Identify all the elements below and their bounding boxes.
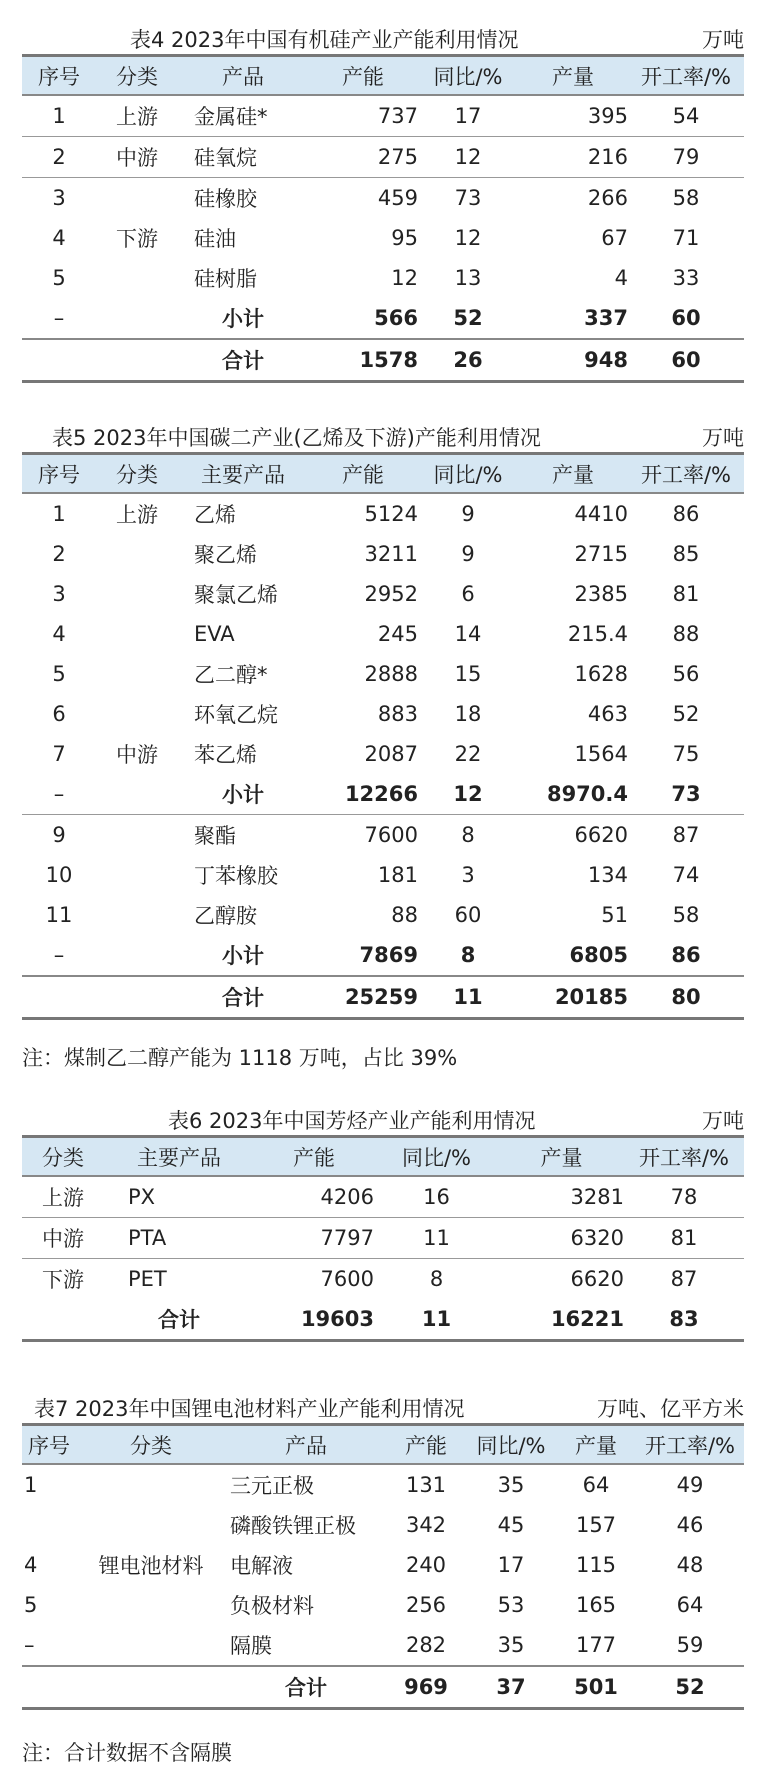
table5-header-row <box>22 454 744 494</box>
table-cell: 12 <box>391 266 418 290</box>
table-cell: 45 <box>497 1513 525 1537</box>
table-cell: 4 <box>614 266 628 290</box>
table6-header-row <box>22 1137 744 1177</box>
table-cell: – <box>53 943 65 967</box>
table-cell: 86 <box>671 943 701 967</box>
table-cell: 上游 <box>96 95 178 137</box>
table-cell: 95 <box>391 226 418 250</box>
table-cell: 11 <box>374 1218 499 1259</box>
table-cell: 52 <box>636 1666 744 1709</box>
table-cell: 83 <box>669 1307 699 1331</box>
table-cell: 11 <box>418 976 518 1019</box>
table-cell <box>96 614 178 654</box>
table-cell: 58 <box>672 186 700 210</box>
table-cell: 1 <box>52 502 66 526</box>
table-cell: 8 <box>461 823 475 847</box>
table-cell: 4 <box>24 1553 38 1577</box>
table-cell: 256 <box>405 1593 447 1617</box>
table7-unit: 万吨、亿平方米 <box>597 1397 744 1421</box>
table-cell: 52 <box>453 306 483 330</box>
table-cell: 4 <box>52 622 66 646</box>
table-cell <box>76 1464 226 1505</box>
table-cell: 737 <box>308 95 418 137</box>
table-cell: 合计 <box>178 339 308 382</box>
table-cell: 环氧乙烷 <box>194 703 278 727</box>
table-row <box>22 1625 744 1666</box>
table-cell: 58 <box>672 903 700 927</box>
table-row <box>22 734 744 774</box>
header-cell: 同比/% <box>476 1433 546 1458</box>
table-cell: 22 <box>454 742 482 766</box>
table-cell: 215.4 <box>567 622 628 646</box>
table-cell: 88 <box>672 622 700 646</box>
table-row <box>22 815 744 856</box>
table-cell: 8 <box>460 943 476 967</box>
table-cell: 三元正极 <box>230 1474 314 1498</box>
table-cell: 3281 <box>499 1176 624 1218</box>
table-cell: 2715 <box>574 542 628 566</box>
table-cell <box>96 574 178 614</box>
table-row <box>22 95 744 137</box>
table-cell: 12 <box>418 774 518 815</box>
table-cell <box>96 298 178 339</box>
table-cell: 乙二醇* <box>194 663 268 687</box>
table-cell: 16 <box>374 1176 499 1218</box>
table-cell <box>96 654 178 694</box>
table-cell: 3 <box>461 863 475 887</box>
table-row <box>22 1218 744 1259</box>
table-cell: 67 <box>601 226 628 250</box>
header-cell: 产量 <box>552 462 594 487</box>
table-cell: 64 <box>676 1593 704 1617</box>
table-cell: 18 <box>454 702 482 726</box>
table-cell: 1564 <box>574 742 628 766</box>
table-cell: 78 <box>624 1176 744 1218</box>
table6-block <box>22 1097 744 1342</box>
table-cell: 7797 <box>254 1218 374 1259</box>
table-cell: 35 <box>497 1633 525 1657</box>
table-cell: 6 <box>52 702 66 726</box>
header-cell: 同比/% <box>433 64 503 89</box>
table-cell: 15 <box>454 662 482 686</box>
table-cell: 2952 <box>364 582 418 606</box>
total-row <box>22 339 744 382</box>
table-cell: 342 <box>405 1513 447 1537</box>
header-cell: 产品 <box>222 64 264 89</box>
table-cell <box>96 178 178 219</box>
total-row <box>22 976 744 1019</box>
header-cell: 产品 <box>285 1433 327 1458</box>
header-cell: 同比/% <box>433 462 503 487</box>
table-cell: 48 <box>676 1553 704 1577</box>
header-cell: 主要产品 <box>201 462 285 487</box>
header-cell: 产能 <box>405 1433 447 1458</box>
table-cell: 中游 <box>116 743 158 767</box>
table-cell: 25259 <box>308 976 418 1019</box>
table-row <box>22 694 744 734</box>
header-cell: 产量 <box>552 64 594 89</box>
table-cell: 中游 <box>22 1218 104 1259</box>
table-cell: – <box>53 306 65 330</box>
table-cell: 948 <box>518 339 628 382</box>
table7-header-row <box>22 1425 744 1465</box>
table-cell: 聚酯 <box>194 824 236 848</box>
table-row <box>22 1464 744 1505</box>
table-row <box>22 1585 744 1625</box>
table-cell: 5 <box>52 662 66 686</box>
table-cell: 下游 <box>116 227 158 251</box>
table-cell: 134 <box>587 863 628 887</box>
table-cell: 566 <box>374 306 418 330</box>
table5-note: 注：煤制乙二醇产能为 1118 万吨，占比 39% <box>22 1046 458 1070</box>
header-cell: 主要产品 <box>137 1145 221 1170</box>
table-cell: 46 <box>676 1513 704 1537</box>
table-cell: 隔膜 <box>230 1634 272 1658</box>
table6 <box>22 1135 744 1342</box>
table-cell: 56 <box>672 662 700 686</box>
table-cell: 81 <box>624 1218 744 1259</box>
table-cell: 合计 <box>178 976 308 1019</box>
table-cell: 73 <box>628 774 744 815</box>
table-cell: 5 <box>52 266 66 290</box>
table-cell: 13 <box>454 266 482 290</box>
table-cell: 64 <box>582 1473 610 1497</box>
header-cell: 分类 <box>42 1145 84 1170</box>
table-cell: PTA <box>104 1218 254 1259</box>
table-cell: 17 <box>497 1553 525 1577</box>
table-cell: 4410 <box>574 502 628 526</box>
table-cell <box>96 258 178 298</box>
table-row <box>22 1259 744 1300</box>
table-cell <box>96 339 178 382</box>
table-cell: 乙醇胺 <box>194 904 257 928</box>
table-cell: 3211 <box>364 542 418 566</box>
table-cell: 1628 <box>574 662 628 686</box>
header-cell: 产能 <box>293 1145 335 1170</box>
header-cell: 开工率/% <box>640 64 732 89</box>
table-cell: 9 <box>461 542 475 566</box>
table-cell: 合计 <box>226 1666 386 1709</box>
subtotal-row <box>22 935 744 976</box>
table-cell: 19603 <box>300 1307 374 1331</box>
table-cell <box>76 1585 226 1625</box>
table-cell: 下游 <box>42 1268 84 1292</box>
table-cell: 聚氯乙烯 <box>194 583 278 607</box>
table-cell: EVA <box>194 622 235 646</box>
table-cell: 4206 <box>254 1176 374 1218</box>
table-cell: 11 <box>421 1307 452 1331</box>
table7 <box>22 1423 744 1710</box>
header-cell: 产能 <box>342 64 384 89</box>
header-cell: 分类 <box>116 462 158 487</box>
table-cell: 小计 <box>178 774 308 815</box>
table-cell: 20185 <box>518 976 628 1019</box>
table-cell: 2087 <box>364 742 418 766</box>
table-cell: 26 <box>418 339 518 382</box>
table-cell: 8 <box>429 1267 444 1291</box>
table4-unit: 万吨 <box>702 28 744 52</box>
table-cell: 216 <box>518 137 628 178</box>
table-cell: 501 <box>556 1666 636 1709</box>
table-cell: 240 <box>405 1553 447 1577</box>
table-cell <box>96 935 178 976</box>
table-cell: 33 <box>672 266 700 290</box>
table-cell: 3 <box>52 186 66 210</box>
table-cell: 85 <box>672 542 700 566</box>
table-cell: – <box>24 1633 35 1657</box>
table-cell <box>96 815 178 856</box>
table5 <box>22 452 744 1020</box>
table-cell: 金属硅* <box>178 95 308 137</box>
table-cell <box>22 339 96 382</box>
table-cell: 上游 <box>116 503 158 527</box>
table-cell: 181 <box>377 863 418 887</box>
table-cell: 6 <box>461 582 475 606</box>
table-cell: 5124 <box>364 502 418 526</box>
table-cell: 71 <box>672 226 700 250</box>
subtotal-row <box>22 774 744 815</box>
table-row <box>22 534 744 574</box>
table-cell <box>96 774 178 815</box>
table-cell: 51 <box>601 903 628 927</box>
table4-title: 表4 2023年中国有机硅产业产能利用情况 <box>130 28 519 52</box>
header-cell: 分类 <box>130 1433 172 1458</box>
table-cell: 131 <box>405 1473 447 1497</box>
table-cell: 74 <box>672 863 700 887</box>
table-row <box>22 1176 744 1218</box>
table7-title: 表7 2023年中国锂电池材料产业产能利用情况 <box>34 1397 465 1421</box>
table-cell: 9 <box>461 502 475 526</box>
table-row <box>22 574 744 614</box>
table-cell: 6320 <box>499 1218 624 1259</box>
table-cell: 75 <box>672 742 700 766</box>
table-cell: 小计 <box>222 944 264 968</box>
table-cell: 86 <box>672 502 700 526</box>
header-cell: 序号 <box>28 1433 70 1458</box>
table-cell: 10 <box>45 863 73 887</box>
table-cell: 上游 <box>22 1176 104 1218</box>
table5-title: 表5 2023年中国碳二产业(乙烯及下游)产能利用情况 <box>52 426 541 450</box>
table-cell: 52 <box>672 702 700 726</box>
table7-block <box>22 1385 744 1710</box>
table-row <box>22 178 744 219</box>
table-row <box>22 614 744 654</box>
table-cell <box>76 1625 226 1666</box>
table-cell <box>96 855 178 895</box>
table-cell: 丁苯橡胶 <box>194 864 278 888</box>
table-row <box>22 1505 744 1545</box>
table-cell: 16221 <box>550 1307 624 1331</box>
table-row <box>22 137 744 178</box>
table-cell: 5 <box>24 1593 38 1617</box>
table-cell: 中游 <box>96 137 178 178</box>
total-row <box>22 1299 744 1341</box>
table-cell: 聚乙烯 <box>194 543 257 567</box>
header-cell: 分类 <box>116 64 158 89</box>
table-cell <box>22 1666 76 1709</box>
table-cell: 337 <box>584 306 628 330</box>
table-cell: – <box>22 774 96 815</box>
table-cell: 磷酸铁锂正极 <box>230 1514 356 1538</box>
table-row <box>22 493 744 534</box>
table-cell: 乙烯 <box>194 503 236 527</box>
table-row <box>22 654 744 694</box>
table-cell: 2 <box>22 137 96 178</box>
table-cell <box>22 1505 76 1545</box>
table-cell: 53 <box>497 1593 525 1617</box>
table-row <box>22 855 744 895</box>
table-cell: 硅树脂 <box>194 267 257 291</box>
header-cell: 开工率/% <box>638 1145 730 1170</box>
header-cell: 产量 <box>575 1433 617 1458</box>
table-cell: 锂电池材料 <box>98 1554 204 1578</box>
table-cell: 266 <box>587 186 628 210</box>
table7-note: 注：合计数据不含隔膜 <box>22 1741 232 1765</box>
header-cell: 产量 <box>540 1145 583 1170</box>
table-cell: 73 <box>454 186 482 210</box>
table-cell: 苯乙烯 <box>194 743 257 767</box>
table-cell: 35 <box>497 1473 525 1497</box>
table-cell: 395 <box>518 95 628 137</box>
header-cell: 开工率/% <box>640 462 732 487</box>
table-cell: 79 <box>628 137 744 178</box>
table-cell <box>22 976 96 1019</box>
table-cell: 80 <box>628 976 744 1019</box>
table-cell: 275 <box>308 137 418 178</box>
table-cell: 硅油 <box>194 227 236 251</box>
table-cell: 459 <box>377 186 418 210</box>
table-cell <box>96 694 178 734</box>
table-cell: 12 <box>454 226 482 250</box>
table-row <box>22 1545 744 1585</box>
table-cell <box>96 534 178 574</box>
table-cell: 11 <box>45 903 73 927</box>
table-cell: 60 <box>454 903 482 927</box>
table-cell: 81 <box>672 582 700 606</box>
table-cell: 6620 <box>574 823 628 847</box>
table-row <box>22 218 744 258</box>
header-cell: 序号 <box>38 462 80 487</box>
table-cell: 1 <box>24 1473 38 1497</box>
table-cell: 6620 <box>570 1267 624 1291</box>
table-cell: 969 <box>386 1666 466 1709</box>
table-cell: 87 <box>672 823 700 847</box>
table-cell: 2385 <box>574 582 628 606</box>
table-cell: 177 <box>575 1633 617 1657</box>
header-cell: 开工率/% <box>644 1433 736 1458</box>
header-cell: 产能 <box>342 462 384 487</box>
subtotal-row <box>22 298 744 339</box>
table-cell: 1 <box>22 95 96 137</box>
table-cell: 12 <box>418 137 518 178</box>
table-cell: PET <box>128 1267 167 1291</box>
total-row <box>22 1666 744 1709</box>
table-cell <box>96 976 178 1019</box>
header-cell: 同比/% <box>401 1145 472 1170</box>
table-row <box>22 895 744 935</box>
table-cell: 2888 <box>364 662 418 686</box>
table-cell: 9 <box>52 823 66 847</box>
table-cell: 6805 <box>569 943 628 967</box>
table-cell: 49 <box>676 1473 704 1497</box>
table-cell: 电解液 <box>230 1554 293 1578</box>
table-cell <box>76 1505 226 1545</box>
table-cell: 87 <box>670 1267 698 1291</box>
table-cell: 17 <box>418 95 518 137</box>
table-cell: 245 <box>377 622 418 646</box>
header-cell: 序号 <box>38 64 80 89</box>
table-cell: 2 <box>52 542 66 566</box>
table5-unit: 万吨 <box>702 426 744 450</box>
table-cell <box>96 895 178 935</box>
table-cell: 463 <box>587 702 628 726</box>
table-cell: 8970.4 <box>518 774 628 815</box>
table-cell: 7600 <box>364 823 418 847</box>
table-cell: 60 <box>671 306 701 330</box>
table-cell: 1578 <box>308 339 418 382</box>
table-cell: 4 <box>52 226 66 250</box>
table-cell: 88 <box>391 903 418 927</box>
table-cell: 3 <box>52 582 66 606</box>
table-cell: 165 <box>575 1593 617 1617</box>
table-cell: 282 <box>405 1633 447 1657</box>
table-cell: 小计 <box>222 307 264 331</box>
table-cell: 硅氧烷 <box>178 137 308 178</box>
table4 <box>22 54 744 383</box>
table-cell <box>22 1299 104 1341</box>
table-cell: 7 <box>52 742 66 766</box>
table-cell: PX <box>104 1176 254 1218</box>
table-cell <box>76 1666 226 1709</box>
table-cell: 14 <box>454 622 482 646</box>
table6-title: 表6 2023年中国芳烃产业产能利用情况 <box>168 1109 536 1133</box>
table-cell: 883 <box>377 702 418 726</box>
table-cell: 12266 <box>308 774 418 815</box>
table6-unit: 万吨 <box>702 1109 744 1133</box>
table-cell: 115 <box>575 1553 617 1577</box>
table-cell: 60 <box>628 339 744 382</box>
table-row <box>22 258 744 298</box>
table-cell: 负极材料 <box>230 1594 314 1618</box>
table-cell: 合计 <box>158 1308 200 1332</box>
table-cell: 37 <box>466 1666 556 1709</box>
table-cell: 7869 <box>359 943 418 967</box>
table-cell: 54 <box>628 95 744 137</box>
table-cell: 59 <box>676 1633 704 1657</box>
table-cell: 157 <box>575 1513 617 1537</box>
table-cell: 硅橡胶 <box>194 187 257 211</box>
table4-block <box>22 16 744 383</box>
table4-header-row <box>22 56 744 96</box>
table-cell: 7600 <box>320 1267 374 1291</box>
table5-block <box>22 414 744 1020</box>
